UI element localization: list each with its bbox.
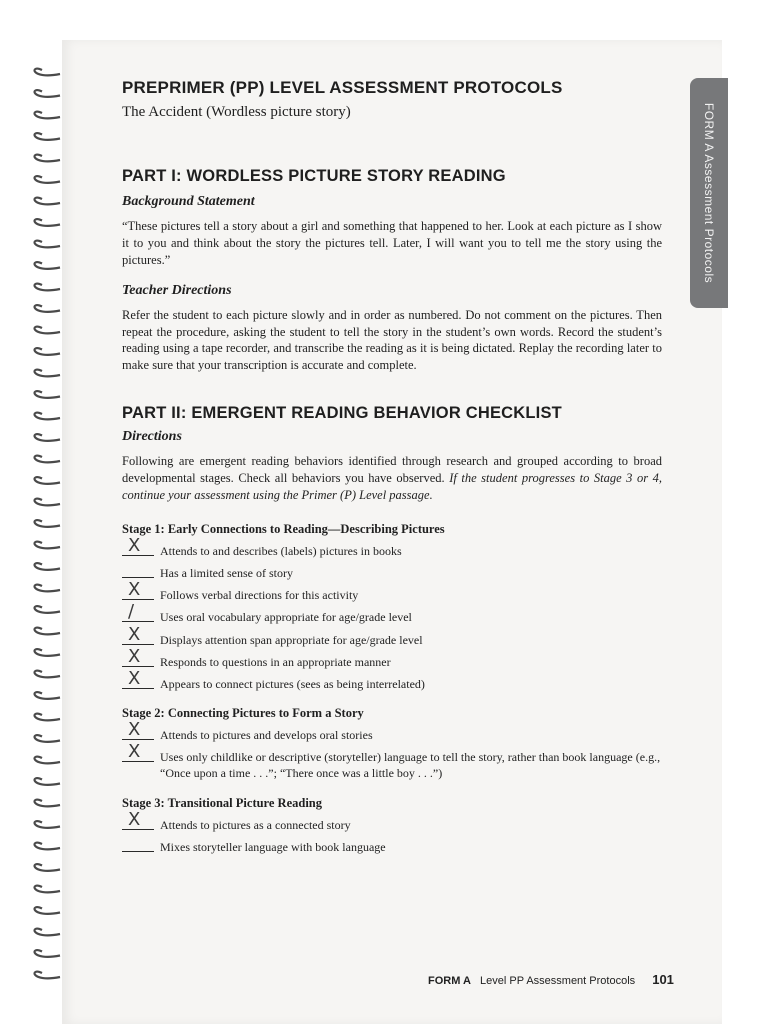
spiral-ring <box>35 391 60 398</box>
spiral-ring <box>35 671 60 678</box>
background-text: “These pictures tell a story about a girl and something that happened to her. Look at each picture as I show it to you and think about the story the pictures tell. Later, I will want you to tell me the story using the pictures.” <box>122 219 662 267</box>
spiral-ring <box>35 778 60 785</box>
checklist-item <box>122 741 662 781</box>
teacher-directions-heading: Teacher Directions <box>122 282 232 298</box>
check-mark: X <box>128 808 141 830</box>
check-mark: X <box>128 623 141 645</box>
page-footer <box>428 972 674 987</box>
spiral-ring <box>35 757 60 764</box>
check-blank[interactable] <box>122 719 154 741</box>
checklist-item-text: Attends to and describes (labels) pictures in books <box>160 543 402 558</box>
spiral-ring <box>35 90 60 97</box>
spiral-ring <box>35 69 60 76</box>
checklist-item <box>122 534 662 559</box>
part2-directions-main: Following are emergent reading behaviors identified through research and grouped according to broad developmental stages. Check all behaviors you have observed. <box>122 454 662 485</box>
spiral-ring <box>35 198 60 205</box>
checklist-item <box>122 719 662 743</box>
spiral-ring <box>35 499 60 506</box>
spiral-ring <box>35 327 60 334</box>
spiral-ring <box>35 563 60 570</box>
check-blank[interactable] <box>122 601 154 623</box>
check-blank[interactable] <box>122 645 154 667</box>
check-blank[interactable] <box>122 579 154 601</box>
check-blank[interactable] <box>122 565 154 578</box>
checklist-item-text: Responds to questions in an appropriate manner <box>160 654 391 669</box>
spiral-ring <box>35 972 60 979</box>
spiral-ring <box>35 241 60 248</box>
footer-form: FORM A <box>428 975 471 987</box>
check-mark: X <box>128 534 141 556</box>
spiral-ring <box>35 456 60 463</box>
teacher-directions-text: Refer the student to each picture slowly and in order as numbered. Do not comment on the pictures. Then repeat the procedure, asking the student to tell the story in the student’s own words. Record the student’s reading using a tape recorder, and transcribe the reading as it is being dictated. Replay the recording later to make sure that your transcription is accurate and complete. <box>122 307 662 373</box>
checklist-item <box>122 645 662 670</box>
check-blank[interactable] <box>122 667 154 689</box>
spiral-ring <box>35 585 60 592</box>
stage-title: Stage 2: Connecting Pictures to Form a Story <box>122 706 364 721</box>
checklist-item-text: Appears to connect pictures (sees as being interrelated) <box>160 676 425 691</box>
spiral-ring <box>35 413 60 420</box>
spiral-ring <box>35 950 60 957</box>
spiral-ring <box>35 649 60 656</box>
check-mark: X <box>128 719 141 741</box>
spiral-ring <box>35 520 60 527</box>
checklist <box>122 808 662 855</box>
page-number: 101 <box>652 972 674 987</box>
spiral-ring <box>35 219 60 226</box>
part2-directions-italic: If the student progresses to Stage 3 or 4, continue your assessment using the Primer (P) Level passage. <box>122 471 662 502</box>
check-blank[interactable] <box>122 839 154 852</box>
part2-title: PART II: EMERGENT READING BEHAVIOR CHECKLIST <box>122 404 562 423</box>
part2-directions-text <box>122 453 662 504</box>
checklist-item <box>122 623 662 648</box>
spiral-ring <box>35 434 60 441</box>
spiral-ring <box>35 628 60 635</box>
spiral-ring <box>35 176 60 183</box>
spiral-ring <box>35 112 60 119</box>
spiral-ring <box>35 262 60 269</box>
checklist-item-text: Attends to pictures as a connected story <box>160 817 351 832</box>
checklist-item-text: Uses oral vocabulary appropriate for age/grade level <box>160 610 412 625</box>
checklist-item <box>122 565 662 581</box>
spiral-ring <box>35 692 60 699</box>
spiral-ring <box>35 907 60 914</box>
spiral-ring <box>35 305 60 312</box>
check-mark: X <box>128 741 141 763</box>
spiral-ring <box>35 542 60 549</box>
checklist-item <box>122 667 662 692</box>
spiral-ring <box>35 821 60 828</box>
checklist-item-text: Has a limited sense of story <box>160 565 293 580</box>
checklist-stages <box>122 522 662 855</box>
side-tab-label: FORM A Assessment Protocols <box>702 102 716 284</box>
spiral-ring <box>35 735 60 742</box>
checklist-item-text: Mixes storyteller language with book language <box>160 839 386 854</box>
check-mark: X <box>128 579 141 601</box>
stage-title: Stage 1: Early Connections to Reading—Describing Pictures <box>122 521 445 536</box>
spiral-ring <box>35 606 60 613</box>
spiral-ring <box>35 155 60 162</box>
check-blank[interactable] <box>122 741 154 763</box>
spiral-ring <box>35 133 60 140</box>
background-heading: Background Statement <box>122 194 255 209</box>
page-title: PREPRIMER (PP) LEVEL ASSESSMENT PROTOCOLS <box>122 78 563 97</box>
checklist-item <box>122 601 662 625</box>
checklist-item <box>122 839 662 855</box>
checklist-item-text: Attends to pictures and develops oral stories <box>160 728 373 743</box>
page-subtitle: The Accident (Wordless picture story) <box>122 104 351 120</box>
check-blank[interactable] <box>122 623 154 645</box>
check-blank[interactable] <box>122 808 154 830</box>
page-content <box>122 78 662 861</box>
spiral-ring <box>35 714 60 721</box>
side-tab <box>690 78 728 308</box>
checklist <box>122 534 662 692</box>
checklist <box>122 719 662 782</box>
spiral-ring <box>35 370 60 377</box>
part2-directions-heading: Directions <box>122 429 182 445</box>
spiral-ring <box>35 843 60 850</box>
checklist-item <box>122 808 662 833</box>
stage-title: Stage 3: Transitional Picture Reading <box>122 795 322 810</box>
spiral-ring <box>35 284 60 291</box>
check-mark: X <box>128 645 141 667</box>
spiral-ring <box>35 800 60 807</box>
checklist-item <box>122 579 662 603</box>
spiral-ring <box>35 929 60 936</box>
checklist-item-text: Displays attention span appropriate for age/grade level <box>160 632 423 647</box>
spiral-ring <box>35 348 60 355</box>
spiral-binding <box>0 60 70 1000</box>
footer-text: Level PP Assessment Protocols <box>480 975 636 987</box>
spiral-ring <box>35 886 60 893</box>
check-blank[interactable] <box>122 534 154 556</box>
checklist-item-text: Uses only childlike or descriptive (storyteller) language to tell the story, rather than book language (e.g., “Once upon a time . . .”; “There once was a little boy . . .”) <box>160 750 661 781</box>
checklist-item-text: Follows verbal directions for this activity <box>160 588 359 603</box>
spiral-ring <box>35 477 60 484</box>
check-mark: X <box>128 667 141 689</box>
check-mark: / <box>128 601 135 623</box>
spiral-ring <box>35 864 60 871</box>
part1-title: PART I: WORDLESS PICTURE STORY READING <box>122 167 506 185</box>
